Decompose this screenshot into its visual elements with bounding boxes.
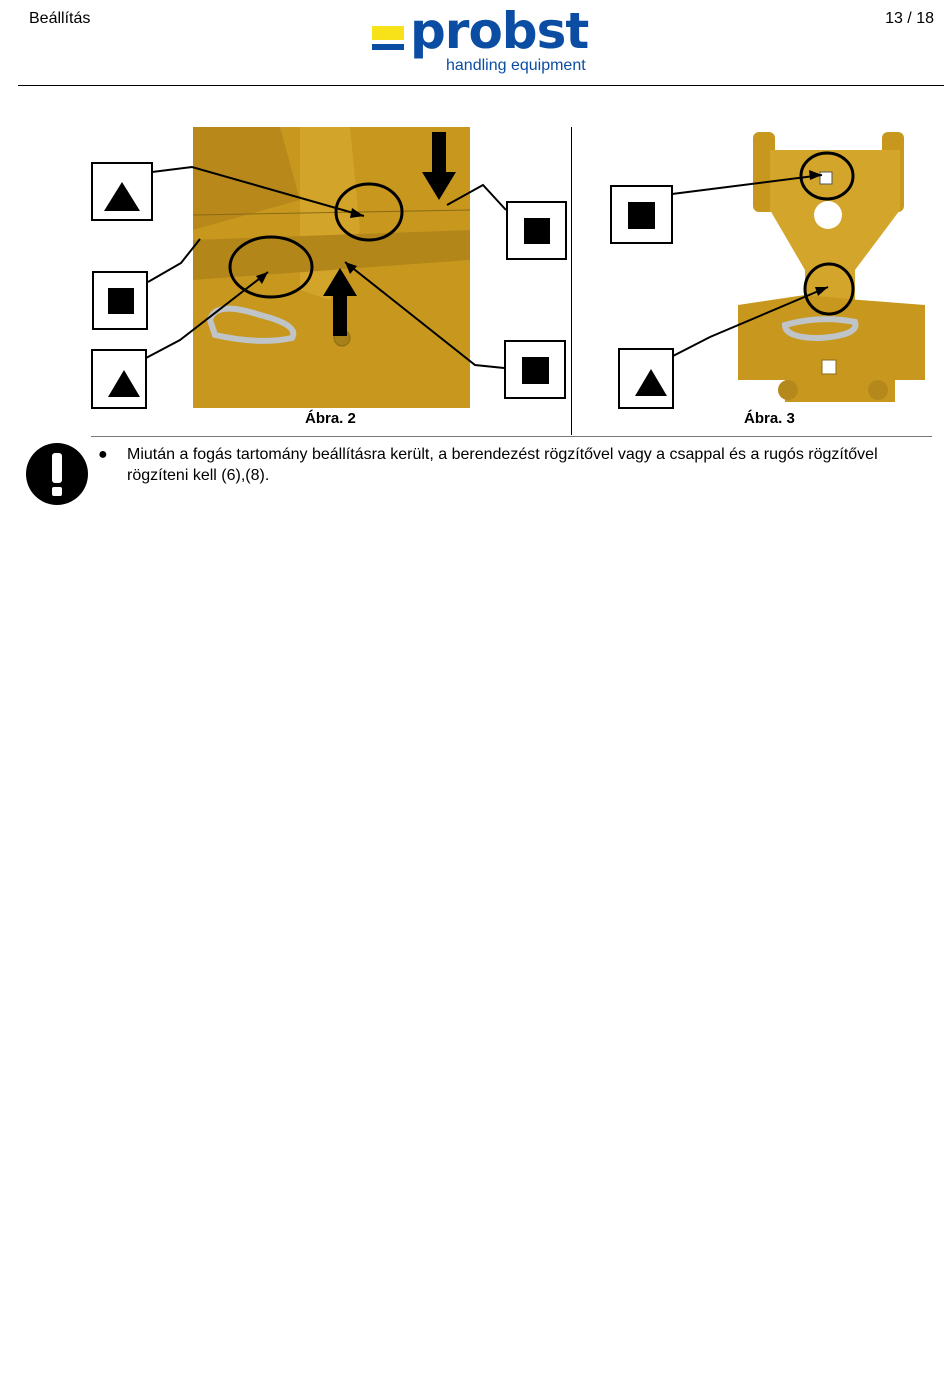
- note-bullet: ●: [98, 446, 108, 463]
- logo-yellow-bar: [372, 26, 404, 40]
- figure-separator: [571, 127, 572, 435]
- logo-blue-bar: [372, 44, 404, 50]
- logo-brand: probst: [410, 2, 589, 60]
- probst-logo: [372, 2, 598, 78]
- page-number: 13 / 18: [885, 10, 934, 27]
- header-divider: [18, 85, 944, 86]
- note-text: Miután a fogás tartomány beállításra került, a berendezést rögzítővel vagy a csappal és a rugós rögzítővel rögzíteni kell (6),(8).: [127, 446, 878, 484]
- figure-3-illustration: [605, 125, 935, 415]
- figure-bottom-rule: [91, 436, 932, 437]
- figure-3-caption: Ábra. 3: [744, 410, 795, 427]
- figure-2-illustration: [88, 125, 572, 415]
- section-title: Beállítás: [29, 10, 91, 27]
- logo-tagline: handling equipment: [446, 57, 586, 74]
- figure-2-caption: Ábra. 2: [305, 410, 356, 427]
- exclamation-icon: [26, 443, 88, 505]
